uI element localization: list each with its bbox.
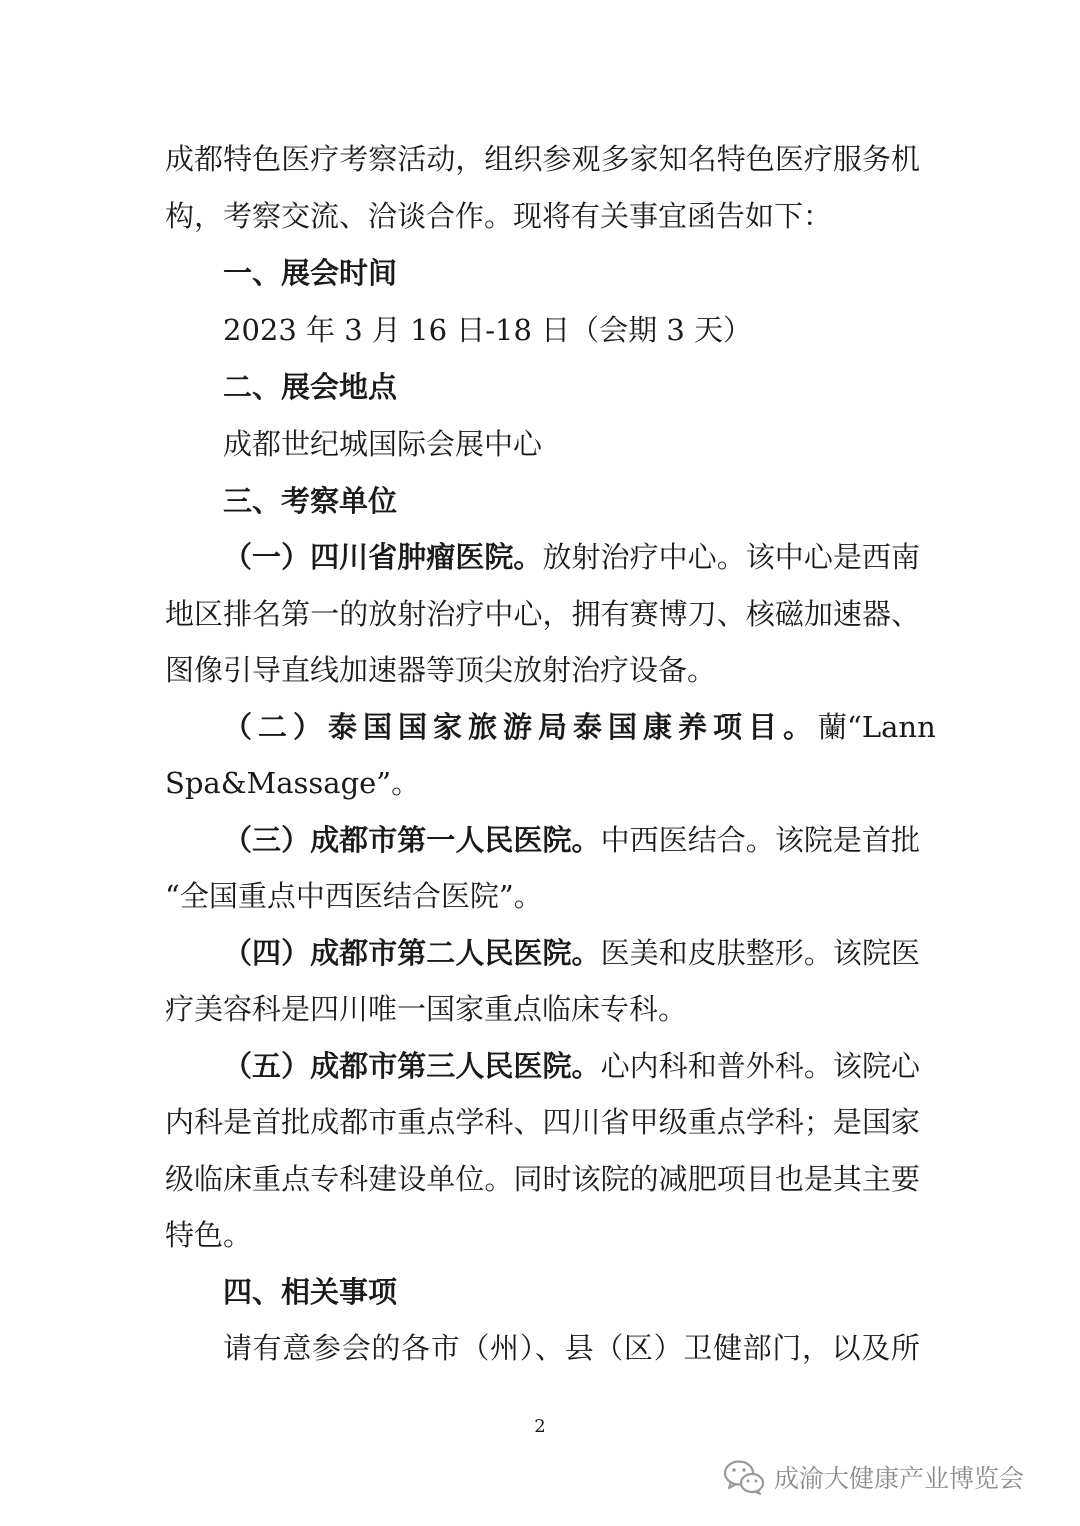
unit-item-2-line-2: Spa&Massage”。 [165, 766, 421, 800]
unit-item-5-line-2: 内科是首批成都市重点学科、四川省甲级重点学科；是国家 [165, 1105, 920, 1139]
unit-item-4-line-2: 疗美容科是四川唯一国家重点临床专科。 [165, 992, 688, 1026]
intro-line-2: 构，考察交流、洽谈合作。现将有关事宜函告如下： [165, 199, 833, 233]
intro-line-1: 成都特色医疗考察活动，组织参观多家知名特色医疗服务机 [165, 142, 920, 176]
unit-item-2-title: （二）泰国国家旅游局泰国康养项目。 [223, 710, 819, 744]
watermark-text: 成渝大健康产业博览会 [774, 1464, 1025, 1493]
watermark [722, 1455, 1024, 1499]
unit-item-2-desc: 蘭“Lann [818, 710, 936, 744]
section-heading-location: 二、展会地点 [223, 370, 398, 404]
page-number: 2 [534, 1416, 546, 1437]
unit-item-5-line-3: 级临床重点专科建设单位。同时该院的减肥项目也是其主要 [165, 1162, 920, 1196]
unit-item-1-line-2: 地区排名第一的放射治疗中心，拥有赛博刀、核磁加速器、 [165, 597, 920, 631]
unit-item-5-line-4: 特色。 [165, 1218, 253, 1252]
section-heading-matters: 四、相关事项 [223, 1275, 398, 1309]
unit-item-4-title: （四）成都市第二人民医院。 [223, 936, 601, 970]
section-heading-units: 三、考察单位 [223, 484, 398, 518]
exhibition-location: 成都世纪城国际会展中心 [223, 427, 543, 461]
unit-item-5-line-1 [223, 1046, 920, 1086]
unit-item-3-line-2: “全国重点中西医结合医院”。 [165, 879, 543, 913]
matters-body-line-1: 请有意参会的各市（州）、县（区）卫健部门，以及所 [223, 1331, 920, 1365]
unit-item-2-line-1 [223, 707, 936, 747]
wechat-icon [722, 1457, 766, 1497]
unit-item-1-line-1 [223, 537, 920, 577]
unit-item-1-desc: 放射治疗中心。该中心是西南 [542, 540, 920, 574]
unit-item-1-title: （一）四川省肿瘤医院。 [223, 540, 543, 574]
unit-item-4-line-1 [223, 933, 920, 973]
unit-item-4-desc: 医美和皮肤整形。该院医 [600, 936, 920, 970]
exhibition-date: 2023 年 3 月 16 日-18 日（会期 3 天） [223, 313, 753, 347]
unit-item-5-title: （五）成都市第三人民医院。 [223, 1049, 601, 1083]
unit-item-1-line-3: 图像引导直线加速器等顶尖放射治疗设备。 [165, 653, 717, 687]
section-heading-time: 一、展会时间 [223, 256, 398, 290]
unit-item-3-desc: 中西医结合。该院是首批 [600, 823, 920, 857]
unit-item-3-title: （三）成都市第一人民医院。 [223, 823, 601, 857]
unit-item-5-desc: 心内科和普外科。该院心 [600, 1049, 920, 1083]
unit-item-3-line-1 [223, 820, 920, 860]
